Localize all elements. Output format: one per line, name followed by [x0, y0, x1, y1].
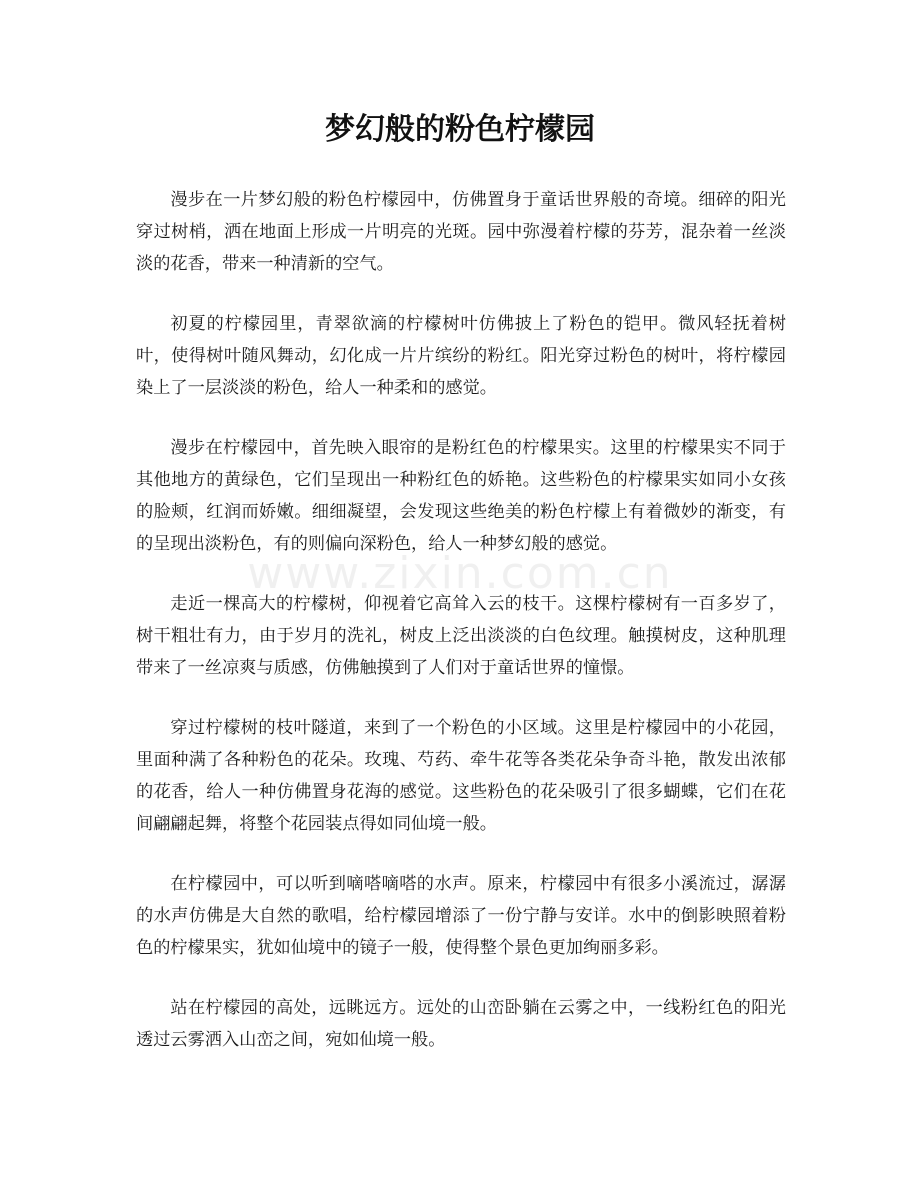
page-title: 梦幻般的粉色柠檬园 [325, 112, 595, 147]
paragraph-1: 漫步在一片梦幻般的粉色柠檬园中，仿佛置身于童话世界般的奇境。细碎的阳光穿过树梢，洒在地面上形成一片明亮的光斑。园中弥漫着柠檬的芬芳，混杂着一丝淡淡的花香，带来一种清新的空气。 [136, 190, 786, 274]
watermark-text: www.zixin.com.cn [247, 548, 673, 599]
paragraph-7: 站在柠檬园的高处，远眺远方。远处的山峦卧躺在云雾之中，一线粉红色的阳光透过云雾洒入山峦之间，宛如仙境一般。 [136, 998, 786, 1050]
document-body [136, 184, 786, 1084]
paragraph-3: 漫步在柠檬园中，首先映入眼帘的是粉红色的柠檬果实。这里的柠檬果实不同于其他地方的黄绿色，它们呈现出一种粉红色的娇艳。这些粉色的柠檬果实如同小女孩的脸颊，红润而娇嫩。细细凝望，会发现这些绝美的粉色柠檬上有着微妙的渐变，有的呈现出淡粉色，有的则偏向深粉色，给人一种梦幻般的感觉。 [136, 438, 786, 554]
paragraph-6: 在柠檬园中，可以听到嘀嗒嘀嗒的水声。原来，柠檬园中有很多小溪流过，潺潺的水声仿佛是大自然的歌唱，给柠檬园增添了一份宁静与安详。水中的倒影映照着粉色的柠檬果实，犹如仙境中的镜子一般，使得整个景色更加绚丽多彩。 [136, 874, 786, 958]
paragraph-2: 初夏的柠檬园里，青翠欲滴的柠檬树叶仿佛披上了粉色的铠甲。微风轻抚着树叶，使得树叶随风舞动，幻化成一片片缤纷的粉红。阳光穿过粉色的树叶，将柠檬园染上了一层淡淡的粉色，给人一种柔和的感觉。 [136, 314, 786, 398]
paragraph-4: 走近一棵高大的柠檬树，仰视着它高耸入云的枝干。这棵柠檬树有一百多岁了，树干粗壮有力，由于岁月的洗礼，树皮上泛出淡淡的白色纹理。触摸树皮，这种肌理带来了一丝凉爽与质感，仿佛触摸到了人们对于童话世界的憧憬。 [136, 594, 786, 678]
paragraph-5: 穿过柠檬树的枝叶隧道，来到了一个粉色的小区域。这里是柠檬园中的小花园，里面种满了各种粉色的花朵。玫瑰、芍药、牵牛花等各类花朵争奇斗艳，散发出浓郁的花香，给人一种仿佛置身花海的感觉。这些粉色的花朵吸引了很多蝴蝶，它们在花间翩翩起舞，将整个花园装点得如同仙境一般。 [136, 718, 786, 834]
